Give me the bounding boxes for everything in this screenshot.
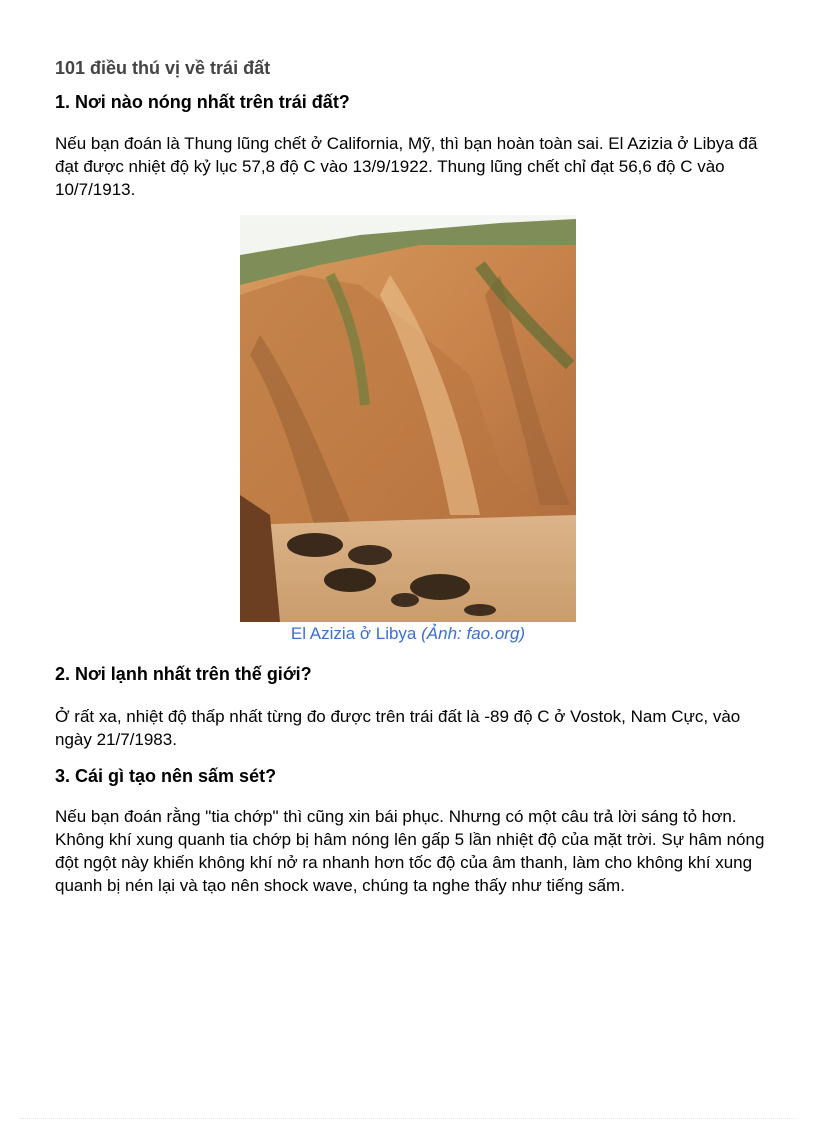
photo-caption: [0, 624, 816, 644]
page-divider: [20, 1118, 796, 1119]
caption-text: El Azizia ở Libya: [290, 624, 422, 643]
section-1-heading: 1. Nơi nào nóng nhất trên trái đất?: [55, 92, 350, 112]
section-2-heading: 2. Nơi lạnh nhất trên thế giới?: [55, 664, 312, 684]
caption-credit: (Ảnh: fao.org): [421, 624, 526, 643]
section-1-body: Nếu bạn đoán là Thung lũng chết ở California, Mỹ, thì bạn hoàn toàn sai. El Azizia ở Libya đã đạt được nhiệt độ kỷ lục 57,8 độ C vào 13/9/1922. Thung lũng chết chỉ đạt 56,6 độ C vào 10/7/1913.: [55, 134, 758, 199]
section-3-heading: 3. Cái gì tạo nên sấm sét?: [55, 766, 277, 786]
page-title: 101 điều thú vị về trái đất: [55, 58, 271, 78]
section-3-body: Nếu bạn đoán rằng "tia chớp" thì cũng xin bái phục. Nhưng có một câu trả lời sáng tỏ hơn. Không khí xung quanh tia chớp bị hâm nóng lên gấp 5 lần nhiệt độ của mặt trời. Sự hâm nóng đột ngột này khiến không khí nở ra nhanh hơn tốc độ của âm thanh, làm cho không khí xung quanh bị nén lại và tạo nên shock wave, chúng ta nghe thấy như tiếng sấm.: [55, 807, 765, 895]
section-2-body: Ở rất xa, nhiệt độ thấp nhất từng đo được trên trái đất là -89 độ C ở Vostok, Nam Cực, vào ngày 21/7/1983.: [55, 707, 741, 749]
el-azizia-photo: [240, 215, 576, 622]
